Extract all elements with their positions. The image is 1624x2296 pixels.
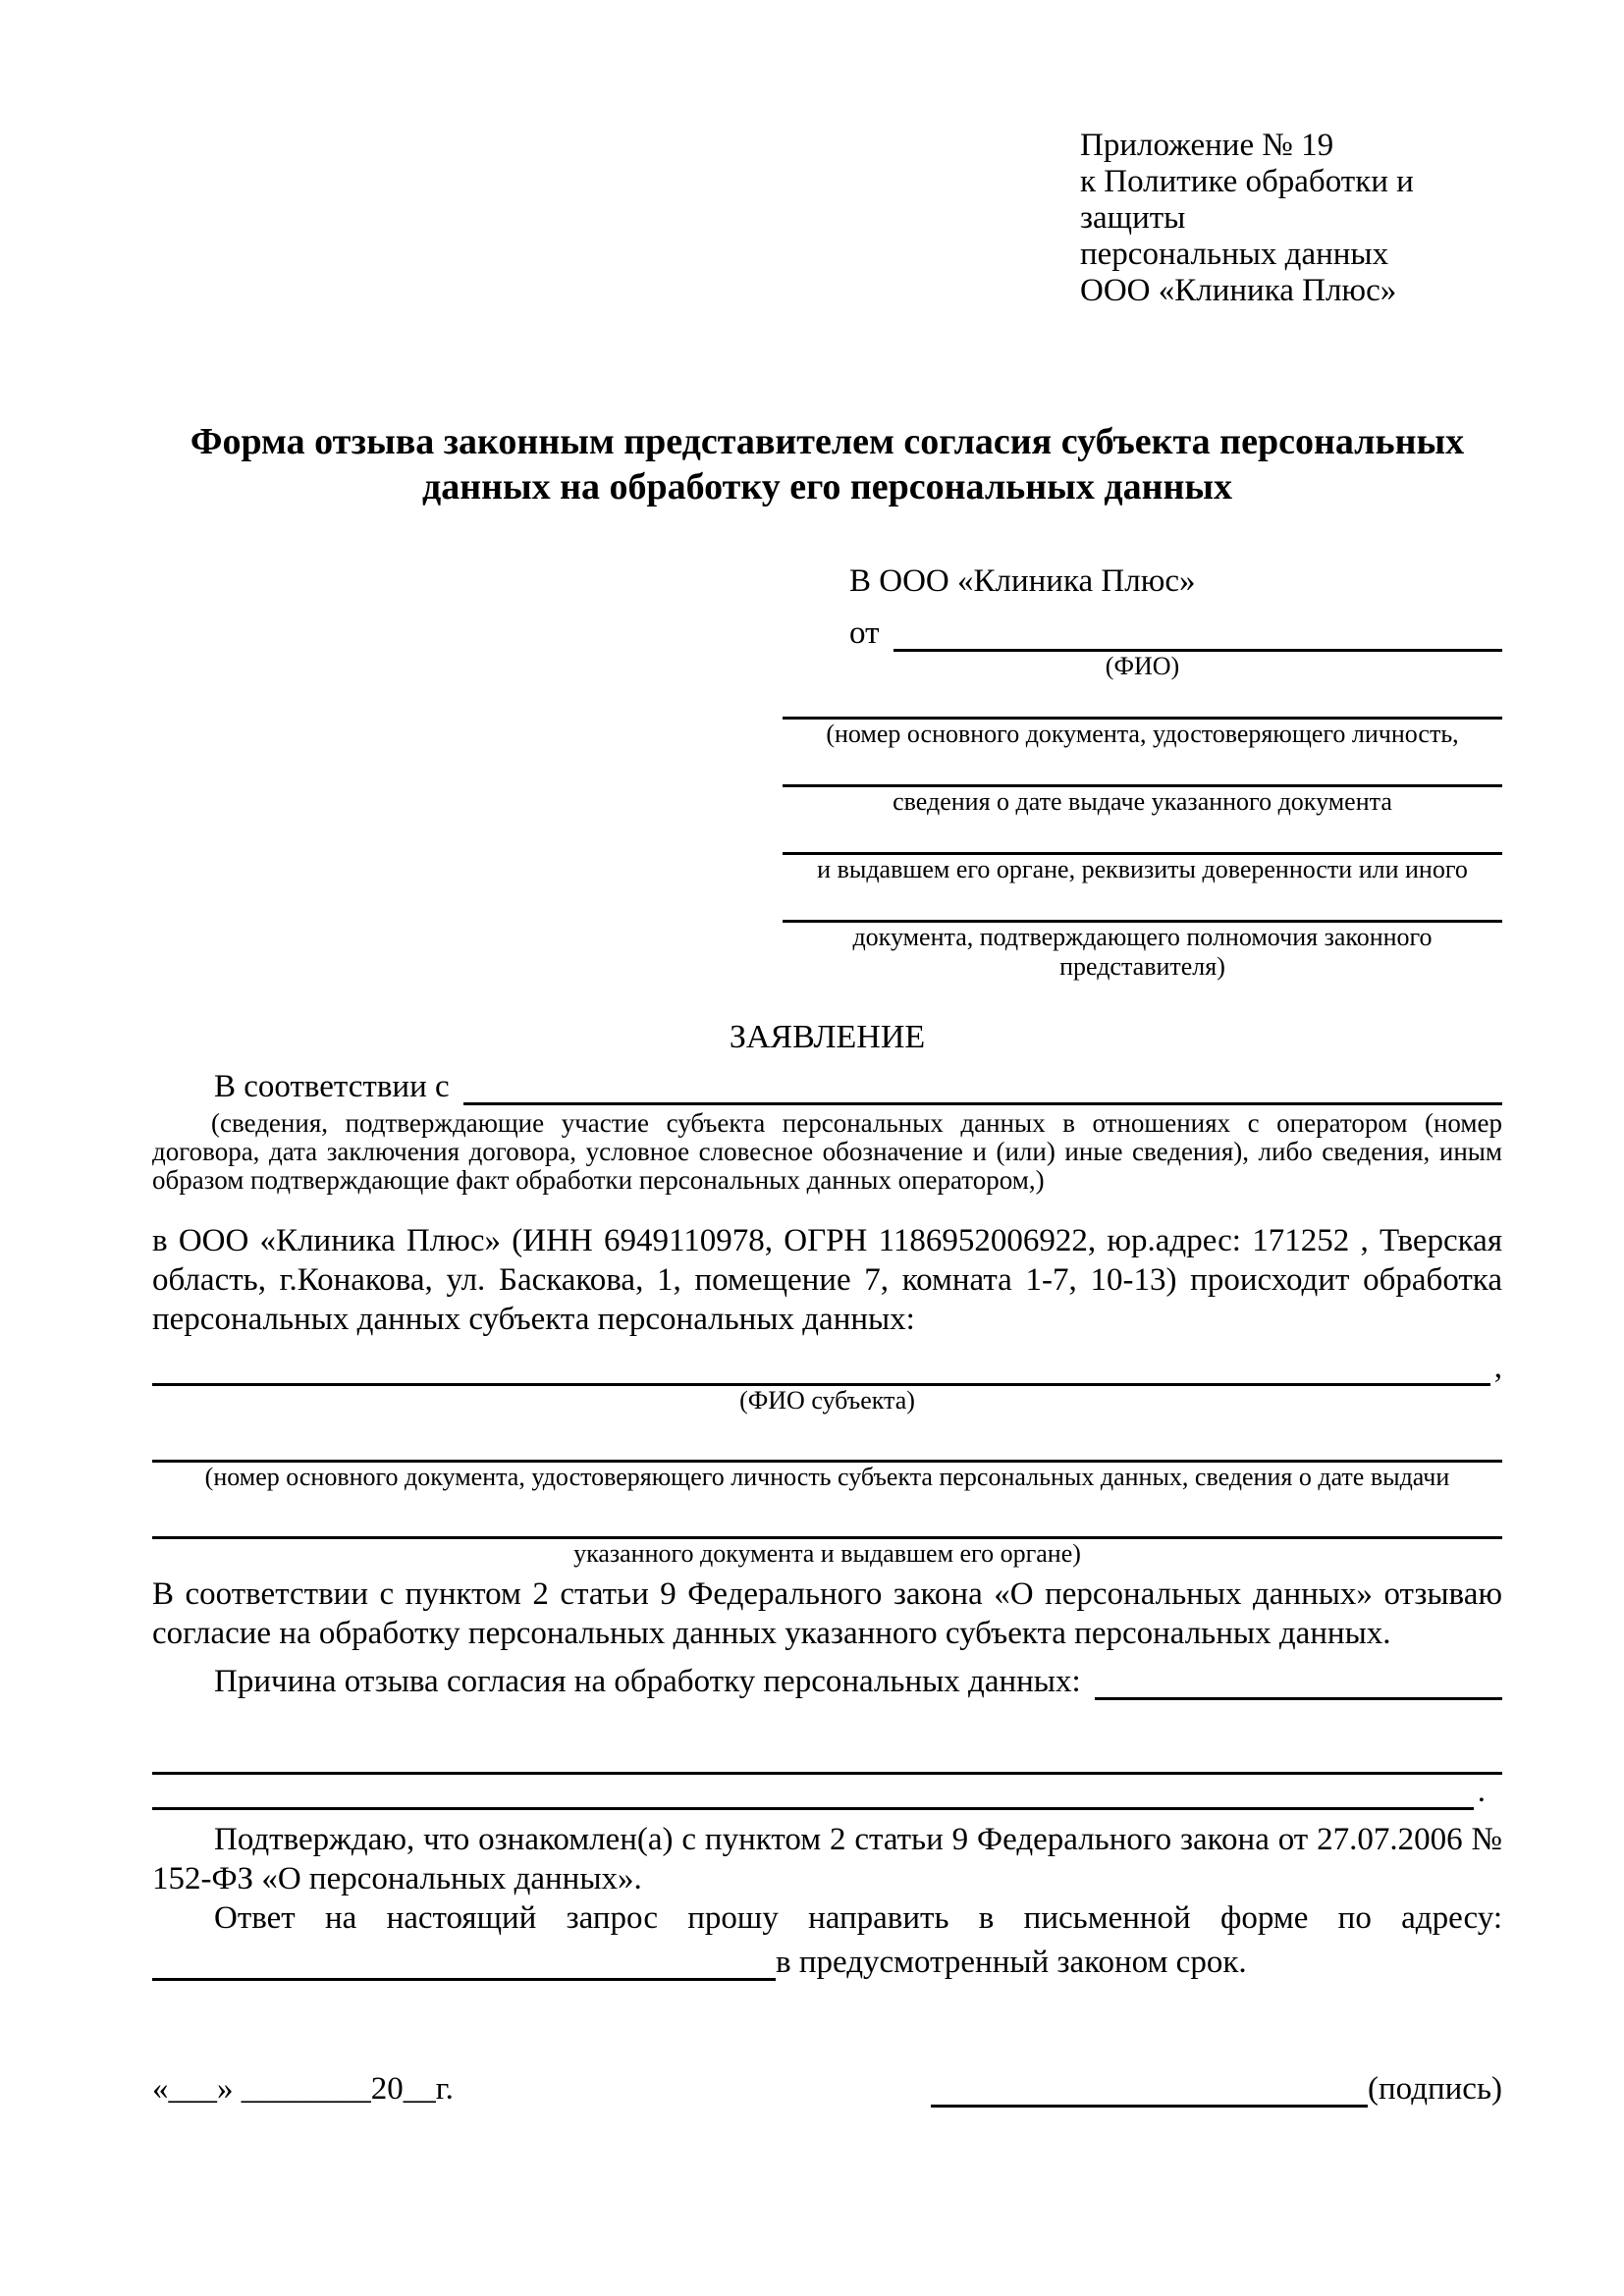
intro-row — [152, 1064, 1502, 1105]
issue-date-caption: сведения о дате выдаче указанного документа — [893, 787, 1392, 816]
fio-blank-line — [893, 649, 1503, 652]
reason-continuation-blank-line-1 — [152, 1772, 1502, 1775]
subject-document-caption: (номер основного документа, удостоверяющего личность субъекта персональных данных, сведения о дате выдачи — [204, 1463, 1450, 1491]
withdraw-paragraph: В соответствии с пунктом 2 статьи 9 Федерального закона «О персональных данных» отзываю согласие на обработку персональных данных указанного субъекта персональных данных. — [152, 1576, 1502, 1651]
footer-row — [152, 2071, 1502, 2108]
from-label: от — [849, 615, 880, 651]
subject-fio-caption: (ФИО субъекта) — [739, 1386, 915, 1415]
recipient-from-row — [783, 611, 1502, 652]
appendix-line: к Политике обработки и защиты — [1080, 164, 1414, 236]
date-line: «___» ________20__г. — [152, 2071, 454, 2107]
appendix-line: персональных данных — [1080, 237, 1389, 272]
fio-caption: (ФИО) — [1105, 652, 1180, 680]
recipient-block — [783, 563, 1502, 982]
reply-paragraph: Ответ на настоящий запрос прошу направить в письменной форме по адресу: — [214, 1900, 1502, 1936]
authority-document-blank-line — [783, 884, 1502, 923]
subject-fio-blank-row — [152, 1339, 1502, 1386]
authority-document-caption: документа, подтверждающего полномочия законного представителя) — [852, 923, 1433, 981]
reason-continuation-blank-row-1 — [152, 1728, 1502, 1775]
reason-continuation-blank-row-2 — [152, 1775, 1486, 1810]
document-title: Форма отзыва законным представителем согласия субъекта персональных данных на обработку его персональных данных — [189, 421, 1465, 507]
reply-tail: в предусмотренный законом срок. — [776, 1945, 1247, 1980]
recipient-to-line: В ООО «Клиника Плюс» — [849, 563, 1196, 599]
statement-heading: ЗАЯВЛЕНИЕ — [729, 1019, 926, 1055]
confirm-paragraph: Подтверждаю, что ознакомлен(а) с пунктом 2 статьи 9 Федерального закона от 27.07.2006 № 152-ФЗ «О персональных данных». — [152, 1822, 1502, 1896]
reason-blank-line — [1095, 1697, 1502, 1700]
appendix-header — [1080, 128, 1502, 309]
subject-authority-caption: указанного документа и выдавшем его органе) — [573, 1539, 1081, 1568]
reason-label: Причина отзыва согласия на обработку персональных данных: — [214, 1664, 1081, 1699]
document-content — [152, 0, 1502, 2108]
intro-label: В соответствии с — [214, 1069, 450, 1104]
reason-row — [152, 1657, 1502, 1700]
issuing-authority-caption: и выдавшем его органе, реквизиты доверенности или иного — [817, 855, 1468, 883]
document-number-blank-line — [783, 681, 1502, 720]
subject-document-blank-row — [152, 1415, 1502, 1463]
issue-date-blank-line — [783, 749, 1502, 787]
reason-continuation-blank-line-2 — [152, 1807, 1474, 1810]
intro-caption: (сведения, подтверждающие участие субъекта персональных данных в отношениях с оператором (номер договора, дата заключения договора, условное словесное обозначение и (или) иные сведения), либо сведения, иным образом подтверждающие факт обработки персональных данных оператором,) — [152, 1108, 1502, 1195]
issuing-authority-blank-line — [783, 817, 1502, 855]
operator-paragraph: в ООО «Клиника Плюс» (ИНН 6949110978, ОГРН 1186952006922, юр.адрес: 171252 , Тверская область, г.Конакова, ул. Баскакова, 1, помещение 7, комната 1-7, 10-13) происходит обработка персональных данных субъекта персональных данных: — [152, 1223, 1502, 1337]
blank-trail-period: . — [1477, 1774, 1486, 1809]
reply-address-row — [152, 1938, 1502, 1981]
blank-trail-comma: , — [1493, 1350, 1502, 1385]
signature-caption: (подпись) — [1368, 2071, 1502, 2107]
reply-address-blank-line — [152, 1978, 776, 1981]
signature-block — [931, 2071, 1502, 2108]
subject-authority-blank-row — [152, 1492, 1502, 1539]
appendix-line: ООО «Клиника Плюс» — [1080, 273, 1397, 308]
document-number-caption: (номер основного документа, удостоверяющего личность, — [826, 720, 1459, 748]
intro-blank-line — [463, 1102, 1502, 1105]
appendix-line: Приложение № 19 — [1080, 128, 1334, 163]
signature-blank-line — [931, 2105, 1368, 2108]
